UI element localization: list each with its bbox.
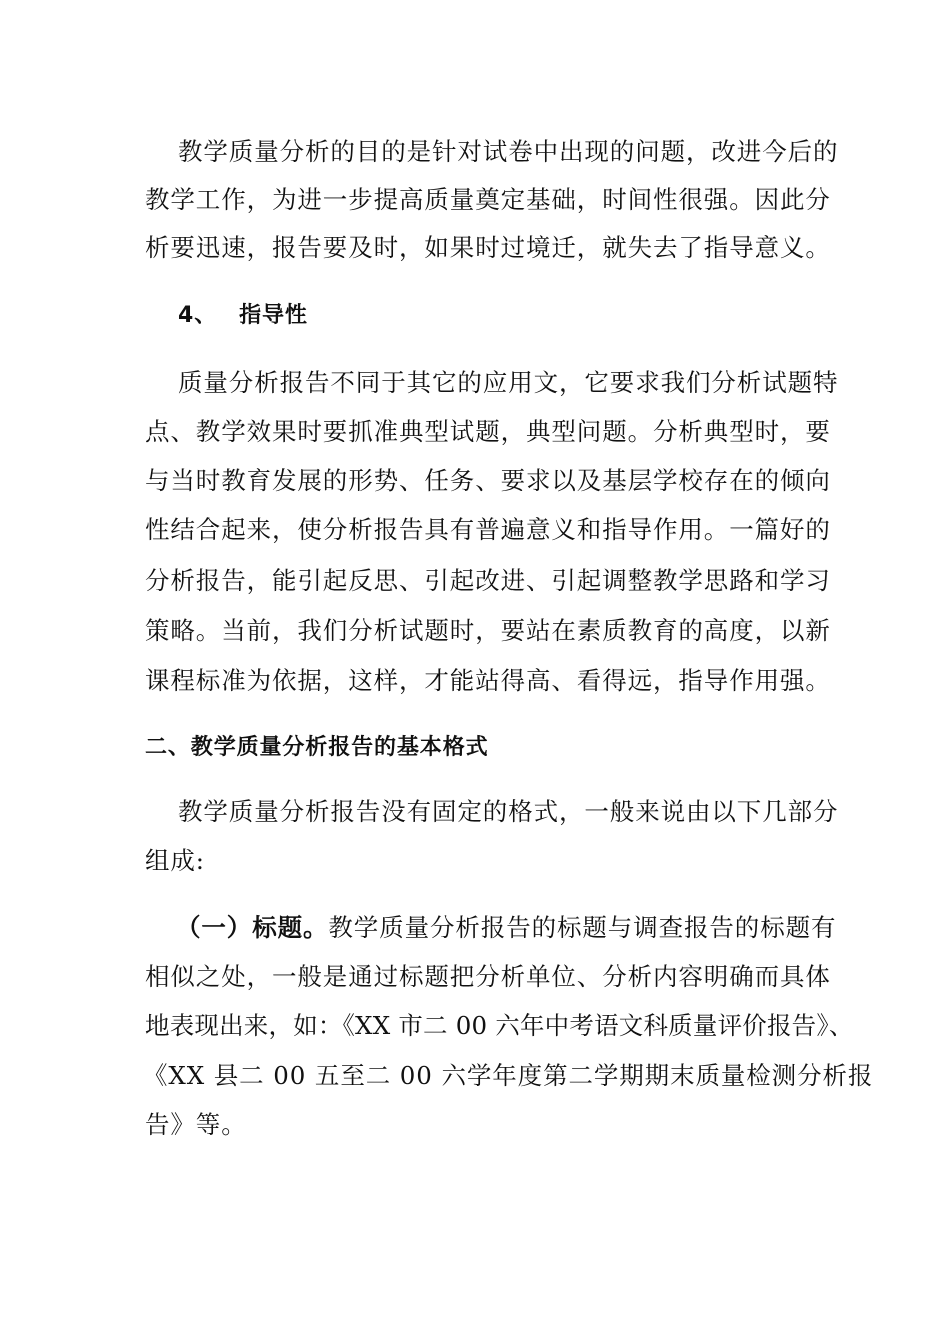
paragraph-line: 教学质量分析的目的是针对试卷中出现的问题，改进今后的 — [178, 137, 839, 166]
paragraph-line — [176, 913, 836, 943]
paragraph-line: 与当时教育发展的形势、任务、要求以及基层学校存在的倾向 — [145, 466, 831, 495]
paragraph-line: 相似之处，一般是通过标题把分析单位、分析内容明确而具体 — [145, 962, 831, 991]
paragraph-line: 告》等。 — [145, 1110, 247, 1139]
paragraph-line: 质量分析报告不同于其它的应用文，它要求我们分析试题特 — [178, 368, 839, 397]
paragraph-line: 点、教学效果时要抓准典型试题，典型问题。分析典型时，要 — [145, 417, 831, 446]
subheading — [178, 301, 308, 331]
paragraph-line: 教学质量分析报告没有固定的格式，一般来说由以下几部分 — [178, 797, 839, 826]
paragraph-line: 分析报告，能引起反思、引起改进、引起调整教学思路和学习 — [145, 566, 831, 595]
paragraph-line: 策略。当前，我们分析试题时，要站在素质教育的高度，以新 — [145, 616, 831, 645]
subheading-number: 4、 — [178, 303, 218, 328]
subheading-title: 指导性 — [239, 303, 308, 328]
paragraph-line: 组成: — [145, 846, 205, 875]
paragraph-line: 《XX 县二 00 五至二 00 六学年度第二学期期末质量检测分析报 — [143, 1061, 874, 1090]
paragraph-line: 析要迅速，报告要及时，如果时过境迁，就失去了指导意义。 — [145, 233, 831, 262]
paragraph-line: 课程标准为依据，这样，才能站得高、看得远，指导作用强。 — [145, 666, 831, 695]
subsection-lead: （一）标题。 — [176, 913, 329, 942]
paragraph-line: 地表现出来，如：《XX 市二 00 六年中考语文科质量评价报告》、 — [145, 1011, 854, 1040]
section-heading: 二、教学质量分析报告的基本格式 — [145, 735, 489, 760]
paragraph-line: 性结合起来，使分析报告具有普遍意义和指导作用。一篇好的 — [145, 515, 831, 544]
paragraph-text: 教学质量分析报告的标题与调查报告的标题有 — [328, 913, 837, 942]
paragraph-line: 教学工作，为进一步提高质量奠定基础，时间性很强。因此分 — [145, 185, 831, 214]
